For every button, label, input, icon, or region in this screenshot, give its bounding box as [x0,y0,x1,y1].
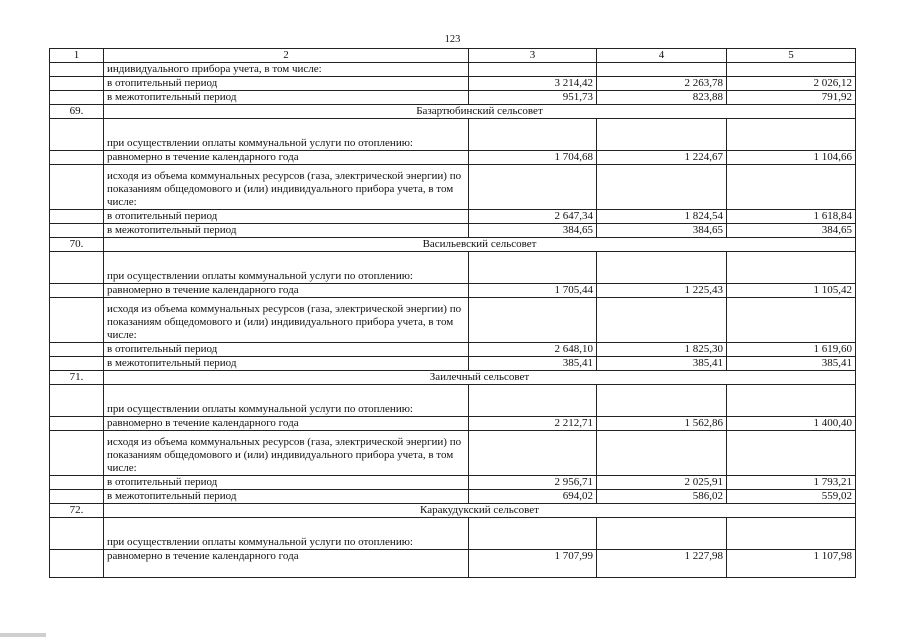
value-col-5: 1 400,40 [727,417,856,431]
value-col-5 [727,298,856,343]
header-col-5: 5 [727,49,856,63]
table-row [50,210,856,224]
value-col-5 [727,119,856,151]
value-col-4: 385,41 [597,357,727,371]
value-col-5 [727,165,856,210]
header-col-2: 2 [104,49,469,63]
value-col-3: 384,65 [469,224,597,238]
table-row [50,63,856,77]
value-col-4: 1 225,43 [597,284,727,298]
value-col-3 [469,431,597,476]
value-col-4: 384,65 [597,224,727,238]
value-col-4 [597,518,727,550]
row-number-cell [50,490,104,504]
value-col-3 [469,165,597,210]
value-col-4 [597,385,727,417]
value-col-5: 385,41 [727,357,856,371]
table-row [50,550,856,578]
value-col-4 [597,252,727,284]
section-title: Базартюбинский сельсовет [104,105,856,119]
value-col-4: 1 227,98 [597,550,727,578]
row-number-cell [50,343,104,357]
value-col-5 [727,518,856,550]
section-row [50,504,856,518]
table-row [50,490,856,504]
section-number: 71. [50,371,104,385]
value-col-5 [727,431,856,476]
row-number-cell [50,119,104,151]
header-col-4: 4 [597,49,727,63]
row-description: в межотопительный период [104,91,469,105]
table-row [50,298,856,343]
value-col-5 [727,63,856,77]
value-col-3 [469,119,597,151]
table-row [50,431,856,476]
row-number-cell [50,284,104,298]
table-row [50,151,856,165]
row-number-cell [50,385,104,417]
value-col-3 [469,518,597,550]
row-description: равномерно в течение календарного года [104,151,469,165]
value-col-3: 2 212,71 [469,417,597,431]
value-col-4: 1 562,86 [597,417,727,431]
value-col-5: 559,02 [727,490,856,504]
value-col-5: 1 104,66 [727,151,856,165]
value-col-4 [597,63,727,77]
value-col-5: 1 793,21 [727,476,856,490]
value-col-4 [597,298,727,343]
section-title: Каракудукский сельсовет [104,504,856,518]
value-col-4 [597,431,727,476]
row-description: исходя из объема коммунальных ресурсов (газа, электрической энергии) по показаниям общедомового и (или) индивидуального прибора учета, в том числе: [104,165,469,210]
value-col-3: 694,02 [469,490,597,504]
value-col-3: 1 707,99 [469,550,597,578]
value-col-3: 2 647,34 [469,210,597,224]
row-description: равномерно в течение календарного года [104,550,469,578]
value-col-5: 1 105,42 [727,284,856,298]
value-col-4 [597,119,727,151]
row-number-cell [50,77,104,91]
section-row [50,371,856,385]
row-number-cell [50,476,104,490]
value-col-5: 1 107,98 [727,550,856,578]
table-row [50,476,856,490]
section-title: Заилечный сельсовет [104,371,856,385]
row-number-cell [50,298,104,343]
header-row [50,49,856,63]
value-col-4: 2 025,91 [597,476,727,490]
table-row [50,119,856,151]
value-col-5 [727,252,856,284]
table-row [50,385,856,417]
value-col-4: 1 825,30 [597,343,727,357]
row-description: при осуществлении оплаты коммунальной услуги по отоплению: [104,252,469,284]
value-col-4 [597,165,727,210]
row-description: при осуществлении оплаты коммунальной услуги по отоплению: [104,385,469,417]
header-col-3: 3 [469,49,597,63]
row-number-cell [50,91,104,105]
row-description: индивидуального прибора учета, в том числе: [104,63,469,77]
table-row [50,91,856,105]
value-col-3 [469,298,597,343]
table-row [50,284,856,298]
row-description: равномерно в течение календарного года [104,417,469,431]
section-number: 72. [50,504,104,518]
value-col-4: 823,88 [597,91,727,105]
value-col-5: 384,65 [727,224,856,238]
value-col-3: 1 704,68 [469,151,597,165]
table-row [50,417,856,431]
value-col-5: 1 619,60 [727,343,856,357]
row-number-cell [50,151,104,165]
row-number-cell [50,210,104,224]
row-description: исходя из объема коммунальных ресурсов (газа, электрической энергии) по показаниям общедомового и (или) индивидуального прибора учета, в том числе: [104,298,469,343]
value-col-3 [469,252,597,284]
row-number-cell [50,63,104,77]
section-row [50,238,856,252]
row-number-cell [50,431,104,476]
row-number-cell [50,165,104,210]
value-col-3: 2 956,71 [469,476,597,490]
table-row [50,518,856,550]
row-description: в межотопительный период [104,357,469,371]
row-description: при осуществлении оплаты коммунальной услуги по отоплению: [104,518,469,550]
section-row [50,105,856,119]
table-row [50,357,856,371]
value-col-3 [469,63,597,77]
row-description: в межотопительный период [104,490,469,504]
row-description: в отопительный период [104,210,469,224]
row-number-cell [50,550,104,578]
section-title: Васильевский сельсовет [104,238,856,252]
tariff-table [49,48,856,578]
section-number: 69. [50,105,104,119]
scan-edge-mark [0,633,46,637]
table-row [50,77,856,91]
value-col-3: 3 214,42 [469,77,597,91]
row-number-cell [50,417,104,431]
value-col-4: 1 224,67 [597,151,727,165]
row-number-cell [50,518,104,550]
value-col-3: 1 705,44 [469,284,597,298]
value-col-4: 586,02 [597,490,727,504]
value-col-5: 791,92 [727,91,856,105]
value-col-5 [727,385,856,417]
row-description: равномерно в течение календарного года [104,284,469,298]
row-description: в отопительный период [104,476,469,490]
section-number: 70. [50,238,104,252]
value-col-3: 385,41 [469,357,597,371]
value-col-5: 2 026,12 [727,77,856,91]
table-row [50,252,856,284]
row-description: в отопительный период [104,77,469,91]
row-description: исходя из объема коммунальных ресурсов (газа, электрической энергии) по показаниям общедомового и (или) индивидуального прибора учета, в том числе: [104,431,469,476]
row-number-cell [50,357,104,371]
row-description: при осуществлении оплаты коммунальной услуги по отоплению: [104,119,469,151]
header-col-1: 1 [50,49,104,63]
value-col-3: 2 648,10 [469,343,597,357]
row-number-cell [50,252,104,284]
value-col-4: 1 824,54 [597,210,727,224]
value-col-3: 951,73 [469,91,597,105]
table-row [50,224,856,238]
value-col-4: 2 263,78 [597,77,727,91]
value-col-5: 1 618,84 [727,210,856,224]
value-col-3 [469,385,597,417]
row-number-cell [50,224,104,238]
table-row [50,165,856,210]
tariff-table-body [50,49,856,578]
row-description: в межотопительный период [104,224,469,238]
row-description: в отопительный период [104,343,469,357]
table-row [50,343,856,357]
page-number: 123 [444,34,461,45]
